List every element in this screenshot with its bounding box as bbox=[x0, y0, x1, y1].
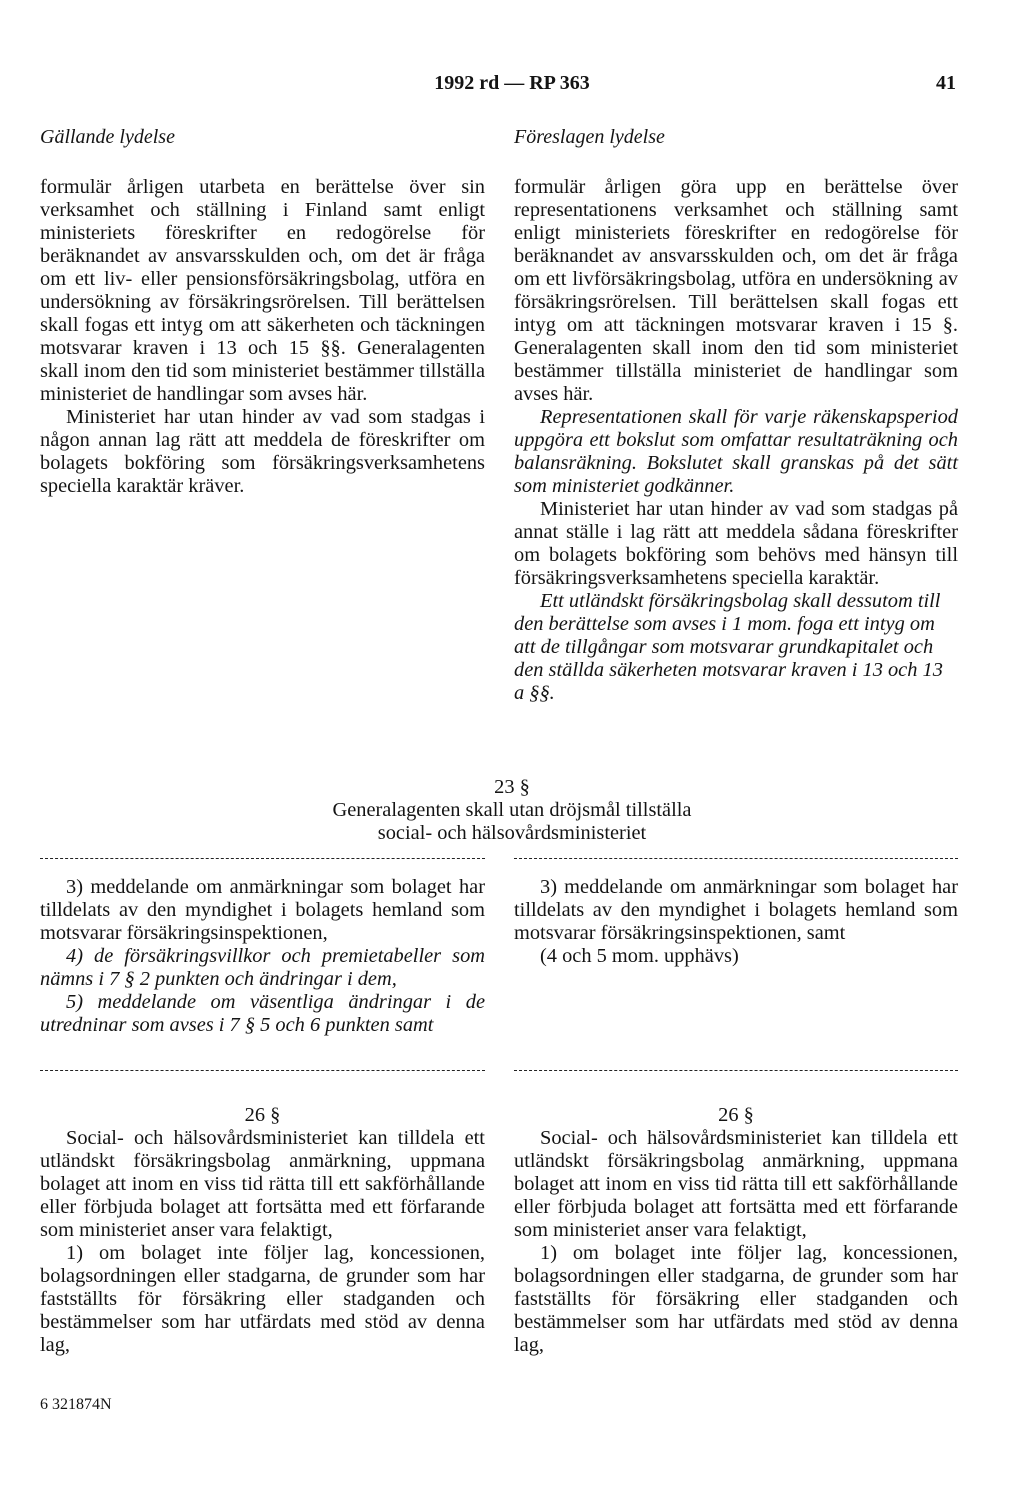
omission-divider bbox=[514, 1070, 958, 1071]
paragraph: 1) om bolaget inte följer lag, koncessionen, bolagsordningen eller stadgarna, de grunder som har fastställts för försäkring eller stadganden och bestämmelser som har utfärdats med stöd av denna lag, bbox=[514, 1242, 959, 1356]
paragraph: (4 och 5 mom. upphävs) bbox=[540, 945, 739, 967]
page-number: 41 bbox=[936, 72, 956, 94]
page-header-title: 1992 rd — RP 363 bbox=[434, 72, 590, 94]
current-section-26 bbox=[40, 1104, 485, 1357]
omission-divider bbox=[40, 1070, 485, 1071]
paragraph: 3) meddelande om anmärkningar som bolaget har tilldelats av den myndighet i bolagets hemland som motsvarar försäkringsinspektionen, samt bbox=[514, 876, 959, 944]
paragraph: 5) meddelande om väsentliga ändringar i de utredninar som avses i 7 § 5 och 6 punkten samt bbox=[40, 991, 485, 1036]
proposed-section-26 bbox=[514, 1104, 958, 1357]
right-column-heading: Föreslagen lydelse bbox=[514, 126, 665, 148]
paragraph: formulär årligen utarbeta en berättelse över sin verksamhet och ställning i Finland samt enligt ministeriets föreskrifter en redogörelse för beräknandet av ansvarsskulden och, om det är fråga om ett liv- eller pensionsförsäkringsbolag, utföra en undersökning av försäkringsrörelsen. Till berättelsen skall fogas ett intyg om att säkerheten och täckningen motsvarar kraven i 13 och 15 §§. Generalagenten skall inom den tid som ministeriet bestämmer tillställa ministeriet de handlingar som avses här. bbox=[40, 176, 485, 405]
footer-print-code: 6 321874N bbox=[40, 1396, 112, 1413]
omission-divider bbox=[40, 858, 485, 859]
section-text: social- och hälsovårdsministeriet bbox=[377, 822, 647, 844]
omission-divider bbox=[514, 858, 958, 859]
paragraph: formulär årligen göra upp en berättelse över representationens verksamhet och ställning samt enligt ministeriets föreskrifter en redogörelse för beräknandet av ansvarsskulden och, om det är fråga om ett livförsäkringsbolag, utföra en undersökning av försäkringsrörelsen. Till berättelsen skall fogas ett intyg om att täckningen motsvarar kraven i 15 §. Generalagenten skall inom den tid som ministeriet bestämmer tillställa ministeriet de handlingar som avses här. bbox=[514, 176, 958, 405]
proposed-text-block-2 bbox=[514, 876, 958, 968]
paragraph: 3) meddelande om anmärkningar som bolaget har tilldelats av den myndighet i bolagets hemland som motsvarar försäkringsinspektionen, bbox=[40, 876, 485, 944]
section-text: Generalagenten skall utan dröjsmål tillställa bbox=[332, 799, 692, 821]
paragraph: Ett utländskt försäkringsbolag skall dessutom till den berättelse som avses i 1 mom. foga ett intyg om att de tillgångar som motsvarar grundkapitalet och den ställda säkerheten motsvarar kraven i 13 och 13 a §§. bbox=[514, 590, 943, 704]
proposed-text-block-1 bbox=[514, 176, 958, 705]
paragraph: 1) om bolaget inte följer lag, koncessionen, bolagsordningen eller stadgarna, de grunder som har fastställts för försäkring eller stadganden och bestämmelser som har utfärdats med stöd av denna lag, bbox=[40, 1242, 485, 1356]
section-heading: 26 § bbox=[718, 1104, 754, 1126]
section-heading: 26 § bbox=[244, 1104, 281, 1126]
paragraph: 4) de försäkringsvillkor och premietabeller som nämns i 7 § 2 punkten och ändringar i dem, bbox=[40, 945, 485, 990]
paragraph: Social- och hälsovårdsministeriet kan tilldela ett utländskt försäkringsbolag anmärkning, uppmana bolaget att inom en viss tid rätta till ett sakförhållande eller förbjuda bolaget att fortsätta med ett förfarande som ministeriet anser vara felaktigt, bbox=[40, 1127, 485, 1241]
paragraph: Ministeriet har utan hinder av vad som stadgas på annat ställe i lag rätt att meddela sådana föreskrifter om bolagets bokföring som behövs med hänsyn till försäkringsverksamhetens speciella karaktär. bbox=[514, 498, 958, 589]
paragraph: Social- och hälsovårdsministeriet kan tilldela ett utländskt försäkringsbolag anmärkning, uppmana bolaget att inom en viss tid rätta till ett sakförhållande eller förbjuda bolaget att fortsätta med ett förfarande som ministeriet anser vara felaktigt, bbox=[514, 1127, 958, 1241]
section-23 bbox=[0, 776, 1024, 845]
paragraph: Ministeriet har utan hinder av vad som stadgas i någon annan lag rätt att meddela de föreskrifter om bolagets bokföring som försäkringsverksamhetens speciella karaktär kräver. bbox=[40, 406, 485, 497]
section-heading: 23 § bbox=[494, 776, 530, 798]
left-column-heading: Gällande lydelse bbox=[40, 126, 175, 148]
current-text-block-1 bbox=[40, 176, 485, 498]
current-text-block-2 bbox=[40, 876, 485, 1037]
paragraph: Representationen skall för varje räkenskapsperiod uppgöra ett bokslut som omfattar resultaträkning och balansräkning. Bokslutet skall granskas på det sätt som ministeriet godkänner. bbox=[514, 406, 958, 497]
